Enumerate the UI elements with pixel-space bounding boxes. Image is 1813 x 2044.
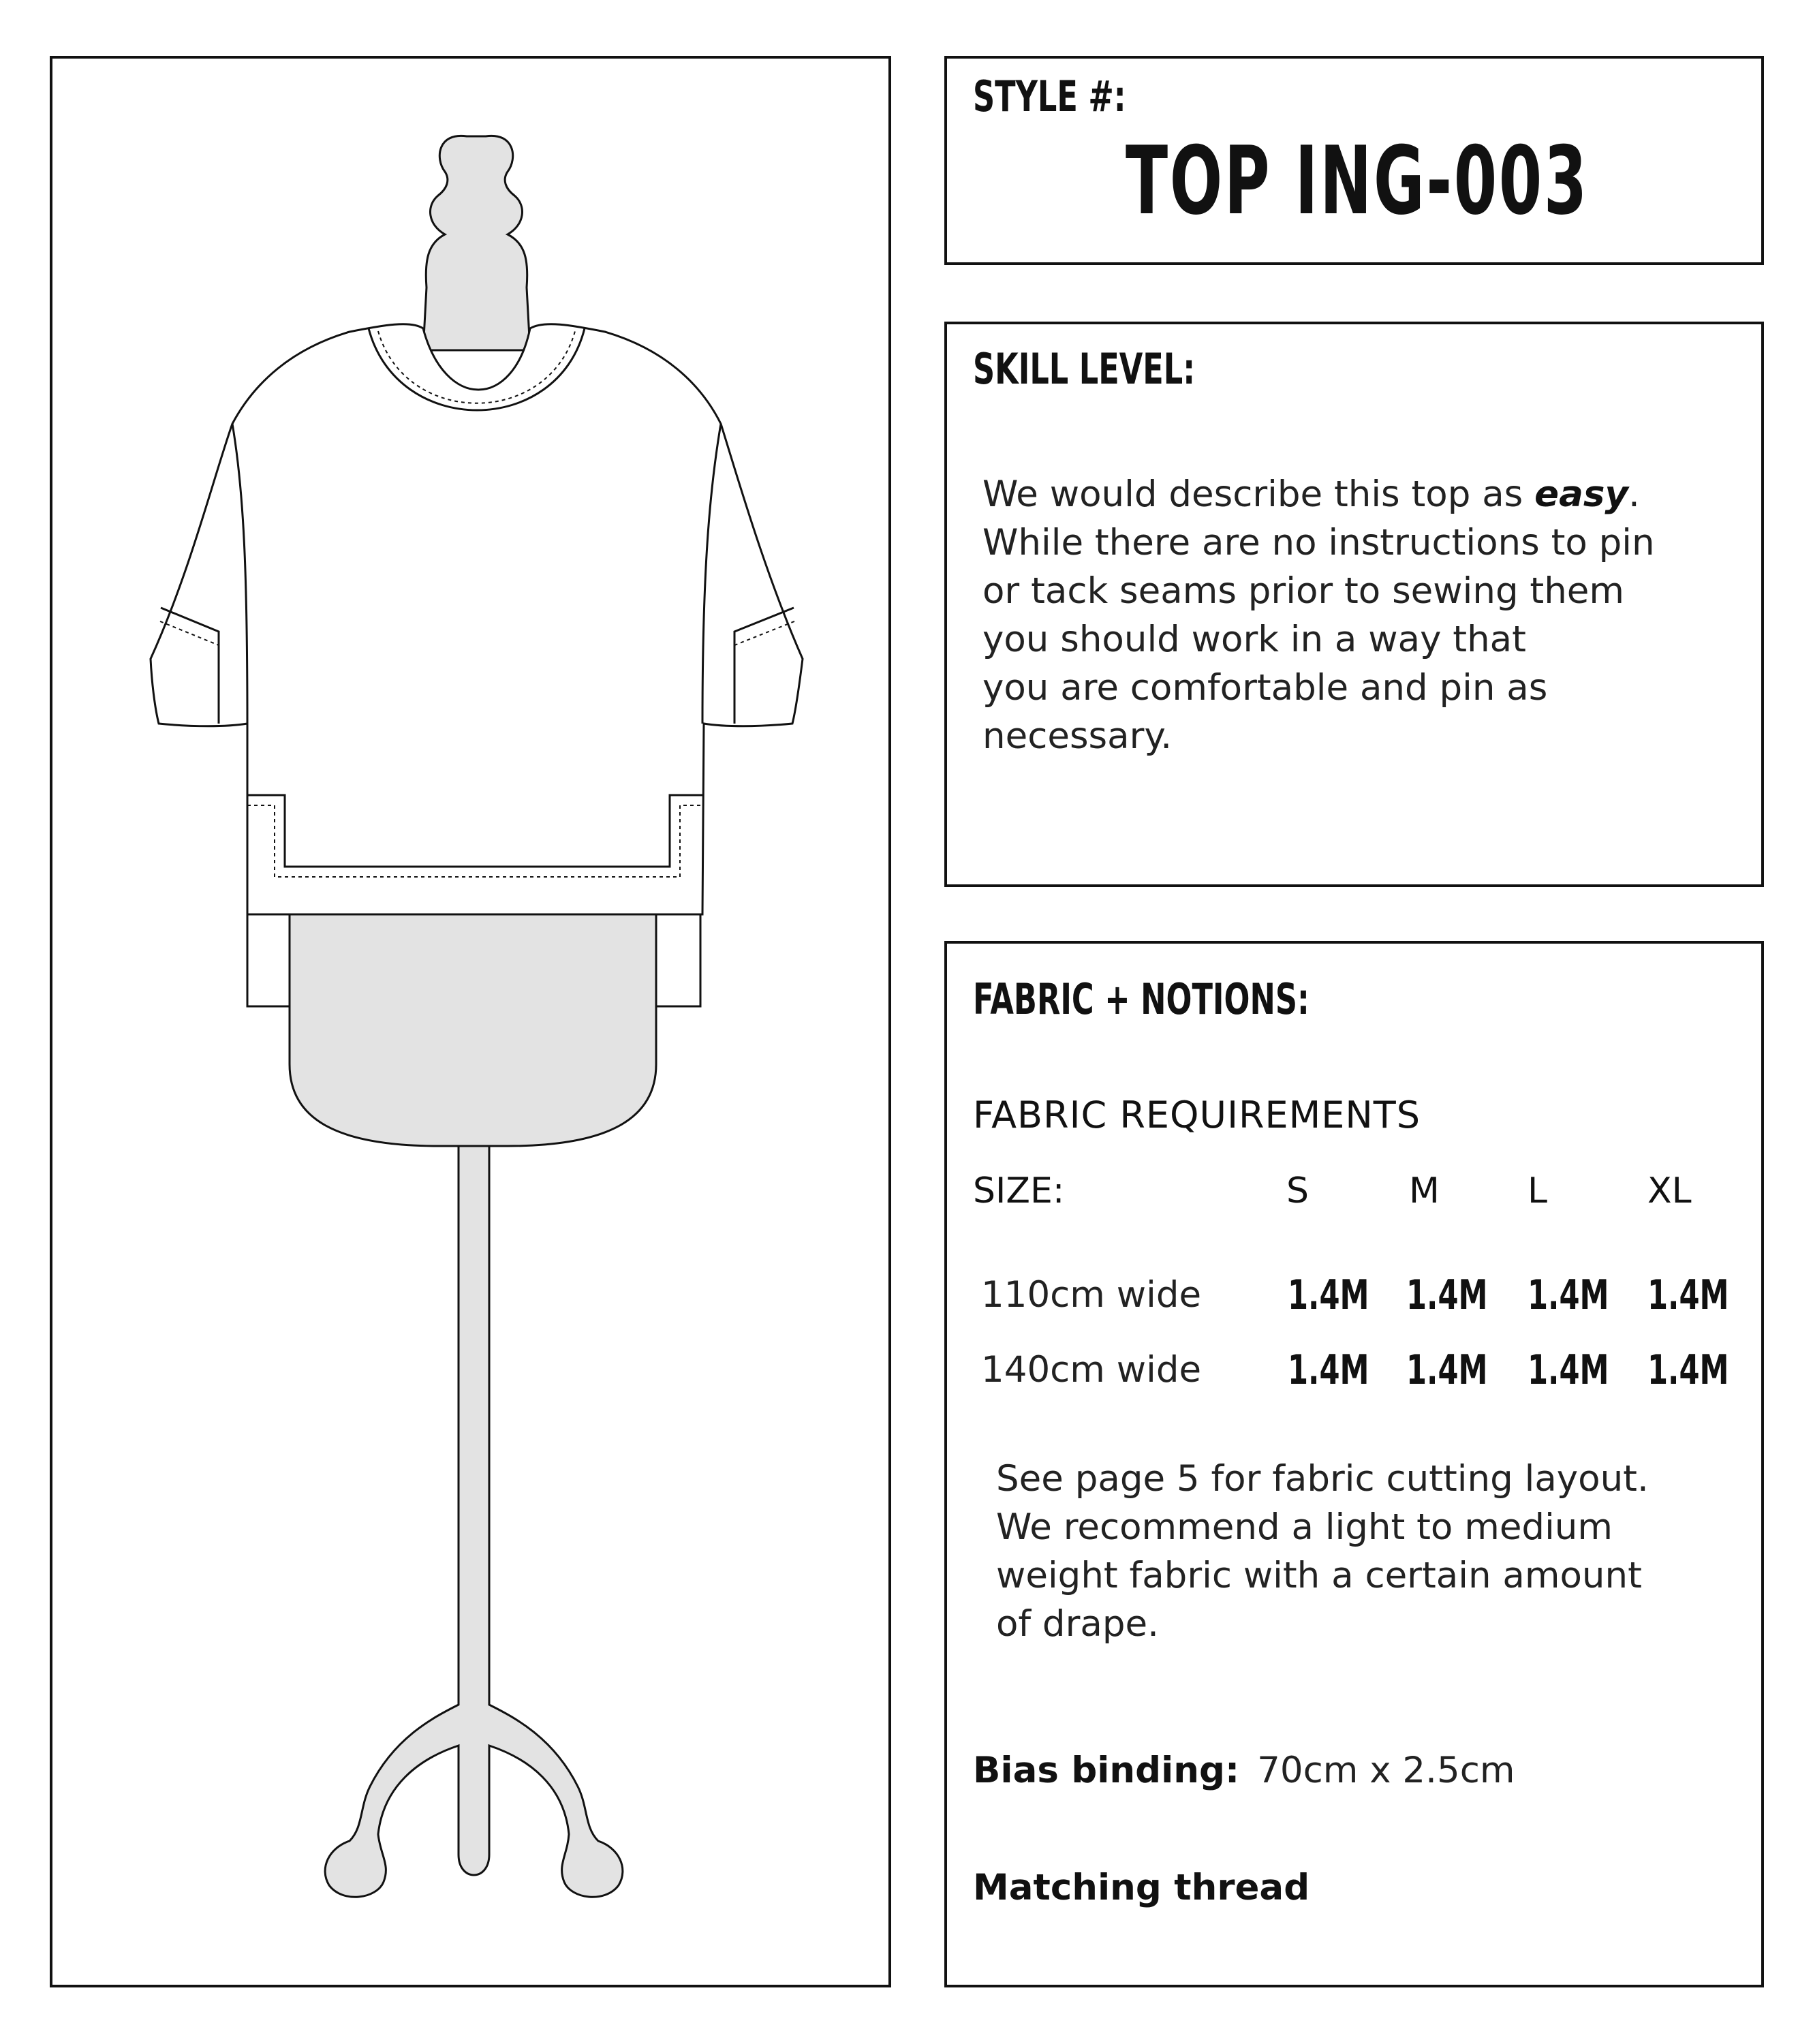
mannequin-stand — [325, 1146, 623, 1897]
matching-thread: Matching thread — [973, 1867, 1310, 1908]
skill-line-3: or tack seams prior to sewing them — [982, 570, 1625, 612]
cutting-note — [996, 1455, 1649, 1648]
mannequin-neck — [423, 136, 530, 350]
value-140-l: 1.4M — [1528, 1346, 1609, 1394]
row-label-110: 110cm wide — [981, 1274, 1202, 1316]
size-s: S — [1286, 1171, 1310, 1211]
value-140-m: 1.4M — [1406, 1346, 1488, 1394]
skill-line-2: While there are no instructions to pin — [982, 522, 1655, 563]
cutting-line-1: See page 5 for fabric cutting layout. — [996, 1458, 1649, 1500]
garment-illustration — [50, 56, 891, 1987]
skill-line-1-end: . — [1628, 474, 1640, 515]
skill-heading: SKILL LEVEL: — [973, 344, 1196, 394]
cutting-line-3: weight fabric with a certain amount — [996, 1555, 1642, 1596]
bias-binding-value: 70cm x 2.5cm — [1257, 1750, 1515, 1791]
skill-line-1: We would describe this top as — [982, 474, 1535, 515]
mannequin-torso — [290, 887, 656, 1146]
skill-description — [982, 470, 1655, 760]
value-110-m: 1.4M — [1406, 1271, 1488, 1319]
cutting-line-4: of drape. — [996, 1603, 1159, 1645]
row-label-140: 140cm wide — [981, 1349, 1202, 1391]
value-110-l: 1.4M — [1528, 1271, 1609, 1319]
fabric-heading: FABRIC + NOTIONS: — [973, 974, 1310, 1024]
value-110-xl: 1.4M — [1647, 1271, 1729, 1319]
size-xl: XL — [1647, 1171, 1692, 1211]
value-140-xl: 1.4M — [1647, 1346, 1729, 1394]
style-code: TOP ING-003 — [1126, 126, 1589, 236]
fabric-requirements-heading: FABRIC REQUIREMENTS — [973, 1094, 1421, 1136]
value-110-s: 1.4M — [1288, 1271, 1369, 1319]
skill-line-4: you should work in a way that — [982, 619, 1526, 660]
bias-binding-row — [973, 1750, 1515, 1791]
skill-line-5: you are comfortable and pin as — [982, 667, 1548, 709]
size-label: SIZE: — [973, 1171, 1065, 1211]
style-heading: STYLE #: — [973, 72, 1126, 121]
size-l: L — [1528, 1171, 1547, 1211]
size-m: M — [1409, 1171, 1440, 1211]
skill-line-6: necessary. — [982, 715, 1173, 757]
bias-binding-label: Bias binding: — [973, 1750, 1240, 1791]
cutting-line-2: We recommend a light to medium — [996, 1506, 1613, 1548]
skill-emphasis: easy — [1534, 474, 1628, 515]
value-140-s: 1.4M — [1288, 1346, 1369, 1394]
